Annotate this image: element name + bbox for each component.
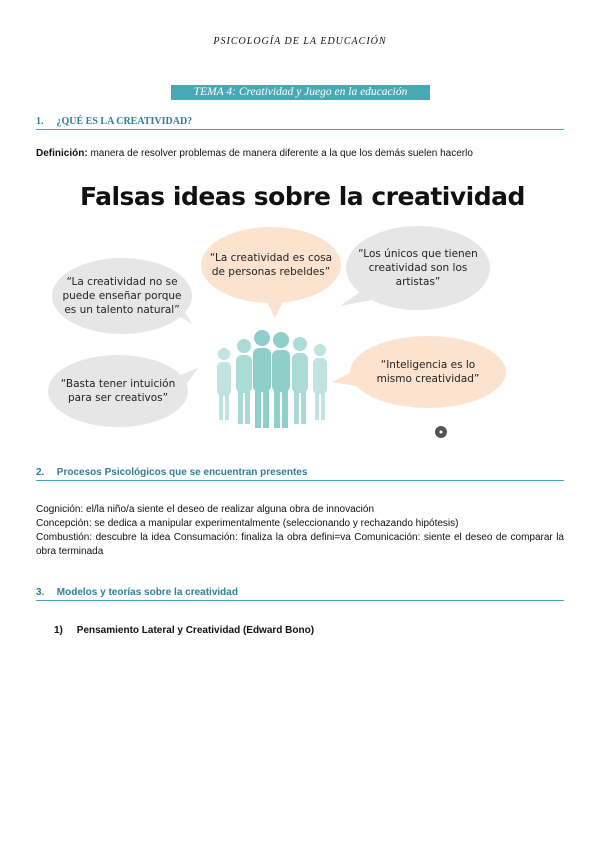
bubble-line: artistas” [395,276,441,288]
definition-label: Definición: [36,148,88,159]
bubble-line: “La creatividad es cosa [209,252,333,264]
speech-bubble-tail [265,297,285,318]
bubble-line: “Inteligencia es lo [380,359,476,371]
list-text: Pensamiento Lateral y Creatividad (Edward Bono) [76,625,315,636]
speech-bubble-text-5 [363,358,493,386]
section-title: ¿QUÉ ES LA CREATIVIDAD? [56,116,193,127]
list-number: 1) [54,625,63,636]
bubble-line: “Basta tener intuición [60,378,176,390]
bubble-line: es un talento natural” [64,304,180,316]
running-header: PSICOLOGÍA DE LA EDUCACIÓN [213,36,387,47]
process-line-2: Concepción: se dedica a manipular experimentalmente (seleccionando y rechazando hipótesis) [36,518,459,529]
section-heading-3 [36,587,564,601]
speech-bubble-text-3 [353,247,483,289]
process-line-1: Cognición: el/la niño/a siente el deseo de realizar alguna obra de innovación [36,504,375,515]
speech-bubble-text-2 [206,251,336,279]
speech-bubble-text-1 [62,275,182,317]
section-number: 3. [36,587,45,598]
section-number: 1. [36,116,44,127]
decorative-dot-highlight [440,431,443,434]
process-line-3: Combustión: descubre la idea Consumación: finaliza la obra defini=va Comunicación: siente el deseo de comparar la obra terminada [36,532,564,557]
bubble-line: para ser creativos” [67,392,169,404]
speech-bubble-text-4 [58,377,178,405]
topic-title: TEMA 4: Creatividad y Juego en la educación [171,85,430,100]
section-heading-2 [36,467,564,481]
model-list-item-1 [54,625,314,636]
bubble-line: de personas rebeldes” [211,266,331,278]
bubble-line: “La creatividad no se [66,276,178,288]
infographic-title: Falsas ideas sobre la creatividad [80,182,525,211]
definition-text: manera de resolver problemas de manera diferente a la que los demás suelen hacerlo [90,148,473,159]
bubble-line: creatividad son los [368,262,468,274]
group-of-people-silhouette-icon [217,330,327,428]
bubble-line: mismo creatividad” [376,373,480,385]
speech-bubble-tail [332,372,356,386]
section-title: Procesos Psicológicos que se encuentran presentes [56,467,308,478]
section-number: 2. [36,467,45,478]
section-title: Modelos y teorías sobre la creatividad [56,587,238,598]
bubble-line: “Los únicos que tienen [358,248,478,260]
bubble-line: puede enseñar porque [62,290,182,302]
